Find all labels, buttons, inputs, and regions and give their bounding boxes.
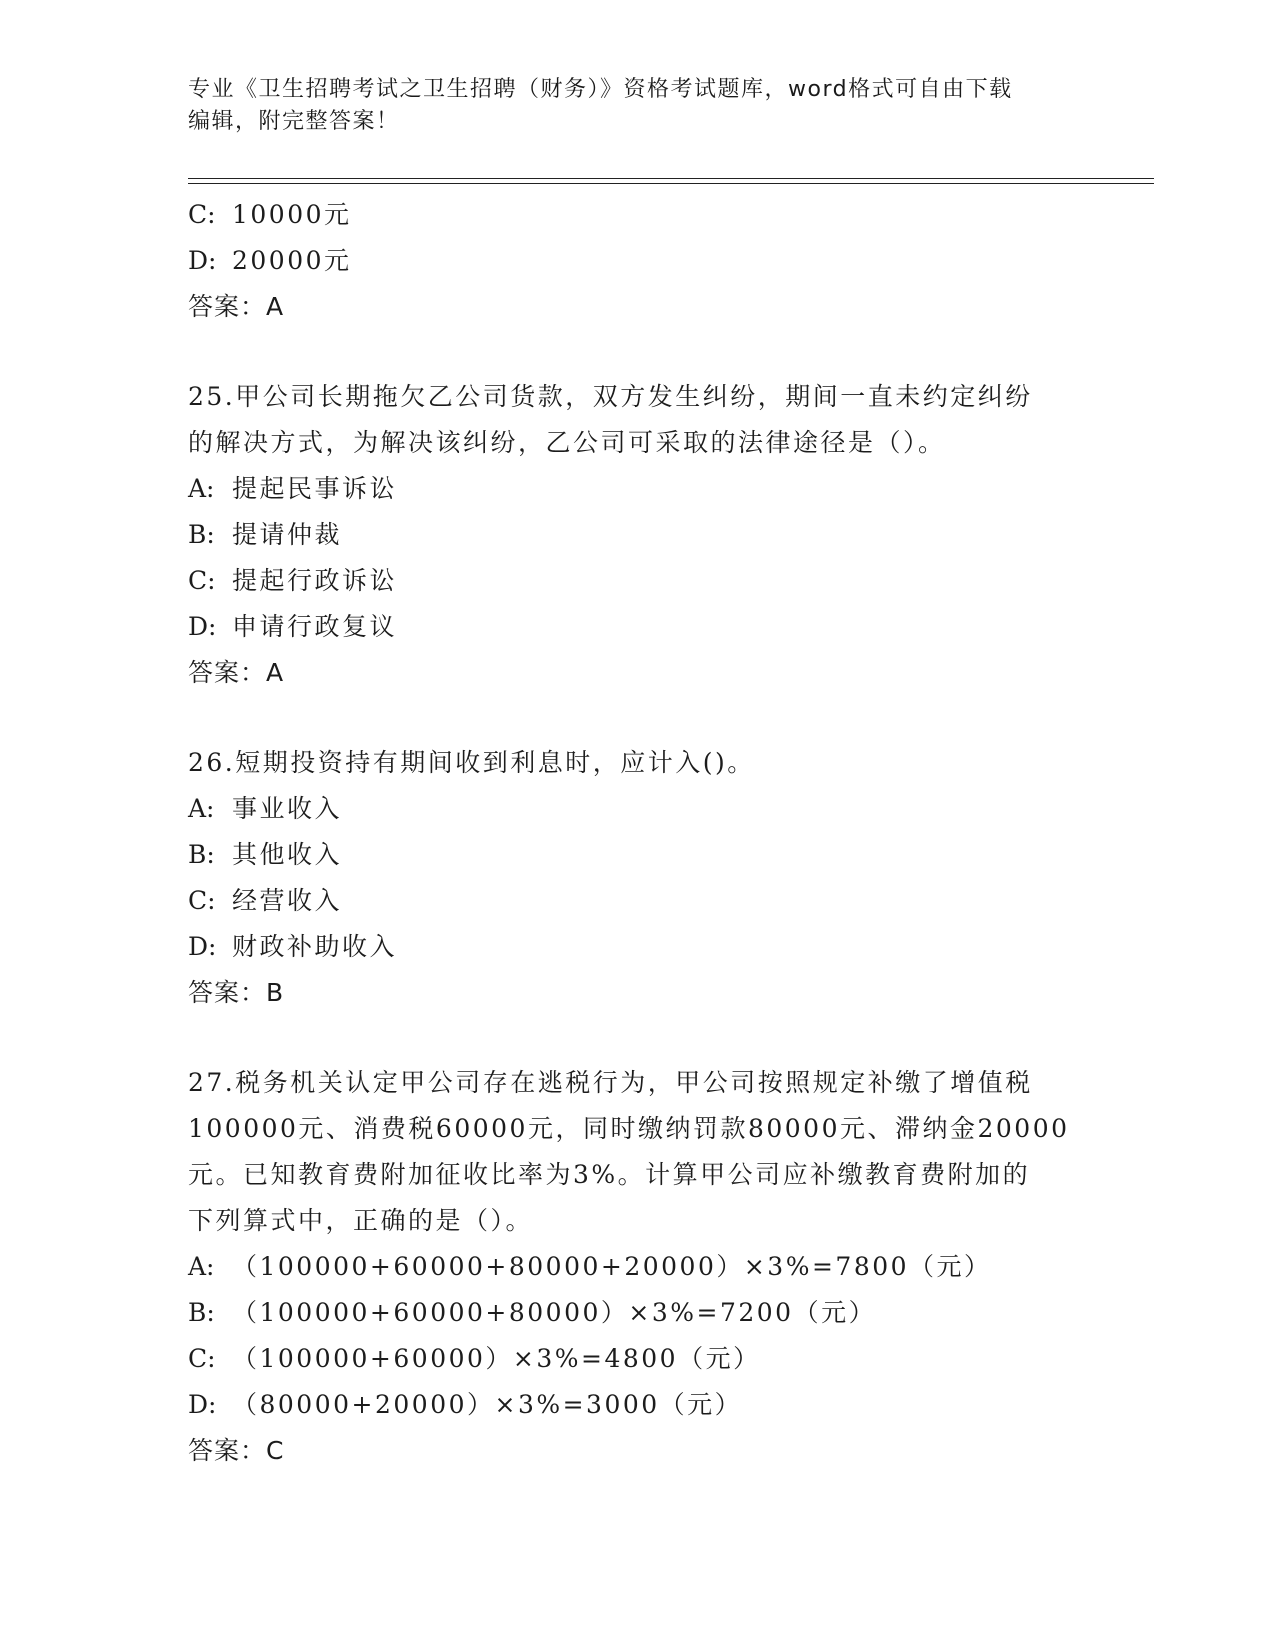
- option-d: [188, 924, 1088, 970]
- option-label: D:: [188, 1390, 217, 1419]
- option-c: [188, 878, 1088, 924]
- question-text-line: 25.甲公司长期拖欠乙公司货款，双方发生纠纷，期间一直未约定纠纷: [188, 382, 1033, 411]
- option-a: [188, 1244, 1088, 1290]
- question-24-tail: [188, 192, 1088, 330]
- question-26: [188, 740, 1088, 1016]
- answer-line: 答案：C: [188, 1436, 285, 1465]
- question-27: [188, 1060, 1088, 1474]
- option-text: 事业收入: [232, 794, 343, 823]
- option-text: 10000元: [232, 200, 352, 229]
- question-text: [188, 374, 1088, 466]
- option-text: （100000+60000+80000）×3%=7200（元）: [232, 1298, 877, 1327]
- option-label: A:: [188, 1252, 215, 1281]
- question-list: [188, 192, 1088, 1474]
- option-label: D:: [188, 612, 217, 641]
- option-text: 财政补助收入: [232, 932, 398, 961]
- document-header: [188, 74, 1088, 138]
- question-text-line: 元。已知教育费附加征收比率为3%。计算甲公司应补缴教育费附加的: [188, 1160, 1031, 1189]
- option-text: 20000元: [232, 246, 352, 275]
- option-a: [188, 466, 1088, 512]
- question-text-line: 100000元、消费税60000元，同时缴纳罚款80000元、滞纳金20000: [188, 1114, 1070, 1143]
- question-text-line: 27.税务机关认定甲公司存在逃税行为，甲公司按照规定补缴了增值税: [188, 1068, 1033, 1097]
- option-label: B:: [188, 840, 215, 869]
- option-b: [188, 1290, 1088, 1336]
- option-b: [188, 832, 1088, 878]
- option-label: C:: [188, 200, 216, 229]
- option-label: A:: [188, 794, 215, 823]
- option-b: [188, 512, 1088, 558]
- header-line-1: 专业《卫生招聘考试之卫生招聘（财务）》资格考试题库，word格式可自由下载: [188, 77, 1013, 102]
- question-25: [188, 374, 1088, 696]
- option-label: C:: [188, 566, 216, 595]
- option-text: 其他收入: [232, 840, 343, 869]
- option-d: [188, 238, 1088, 284]
- option-d: [188, 1382, 1088, 1428]
- answer-line: 答案：A: [188, 658, 285, 687]
- question-text-line: 下列算式中，正确的是（）。: [188, 1206, 534, 1235]
- option-text: 提请仲裁: [232, 520, 343, 549]
- option-label: B:: [188, 1298, 215, 1327]
- question-text: [188, 740, 1088, 786]
- option-c: [188, 558, 1088, 604]
- header-divider-bottom: [188, 183, 1154, 184]
- option-text: （100000+60000+80000+20000）×3%=7800（元）: [232, 1252, 992, 1281]
- header-divider-top: [188, 178, 1154, 179]
- option-label: C:: [188, 1344, 216, 1373]
- option-label: D:: [188, 246, 217, 275]
- option-text: 提起民事诉讼: [232, 474, 398, 503]
- option-label: D:: [188, 932, 217, 961]
- option-text: （100000+60000）×3%=4800（元）: [232, 1344, 761, 1373]
- answer-line: 答案：A: [188, 292, 285, 321]
- answer-line: 答案：B: [188, 978, 285, 1007]
- question-text-line: 26.短期投资持有期间收到利息时，应计入()。: [188, 748, 755, 777]
- header-line-2: 编辑，附完整答案！: [188, 109, 400, 134]
- option-text: 提起行政诉讼: [232, 566, 398, 595]
- question-text-line: 的解决方式，为解决该纠纷，乙公司可采取的法律途径是（）。: [188, 428, 946, 457]
- option-d: [188, 604, 1088, 650]
- option-label: B:: [188, 520, 215, 549]
- option-c: [188, 192, 1088, 238]
- question-text: [188, 1060, 1088, 1244]
- option-text: （80000+20000）×3%=3000（元）: [232, 1390, 743, 1419]
- option-a: [188, 786, 1088, 832]
- option-label: C:: [188, 886, 216, 915]
- option-label: A:: [188, 474, 215, 503]
- option-text: 经营收入: [232, 886, 343, 915]
- option-c: [188, 1336, 1088, 1382]
- option-text: 申请行政复议: [232, 612, 398, 641]
